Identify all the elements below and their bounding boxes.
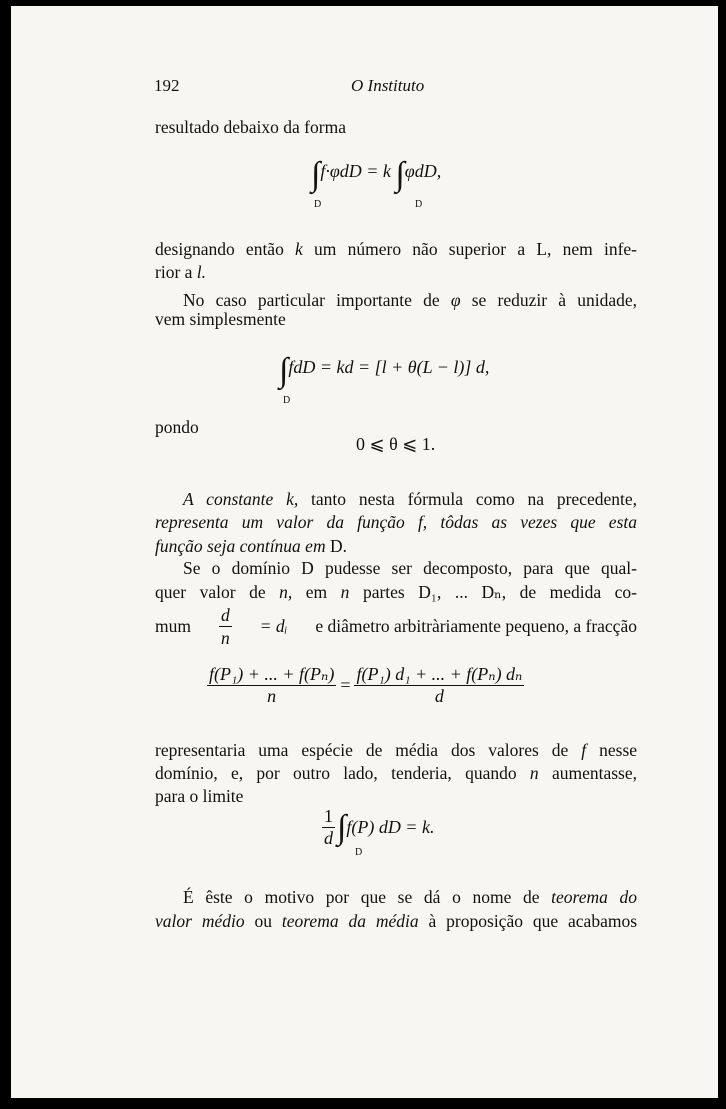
equation-3: 0 ⩽ θ ⩽ 1. — [356, 434, 436, 454]
text-line-4: No caso particular importante de φ se reduzir à unidade, — [183, 290, 638, 310]
text-line-15: para o limite — [155, 786, 244, 806]
equation-2-subscript: D — [283, 395, 291, 406]
equation-5-subscript: D — [355, 847, 363, 858]
text-line-5: vem simplesmente — [155, 309, 286, 329]
text-line-14: domínio, e, por outro lado, tenderia, quando n aumentasse, — [155, 763, 638, 783]
equation-1-subscript-left: D — [314, 199, 322, 210]
text-line-10: Se o domínio D pudesse ser decomposto, para que qual- — [183, 558, 637, 578]
text-line-17: valor médio ou teorema da média à proposição que acabamos — [155, 911, 638, 931]
text-line-13: representaria uma espécie de média dos valores de f nesse — [155, 740, 638, 760]
text-line-8: representa um valor da função f, tôdas as vezes que esta — [155, 512, 637, 532]
text-line-9: função seja contínua em D. — [155, 536, 347, 556]
book-page — [11, 6, 718, 1098]
text-line-2: designando então k um número não superior a L, nem infe- — [155, 239, 637, 259]
page-number: 192 — [154, 76, 180, 95]
text-line-11: quer valor de n, em n partes D₁, ... Dₙ, de medida co- — [155, 582, 638, 602]
text-line-7: A constante k, tanto nesta fórmula como na precedente, — [183, 489, 637, 509]
equation-2: ∫fdD = kd = [l + θ(L − l)] d, — [279, 352, 490, 389]
text-line-16: É êste o motivo por que se dá o nome de teorema do — [183, 887, 638, 907]
text-line-3: rior a l. — [155, 262, 207, 282]
text-line-1: resultado debaixo da forma — [155, 117, 346, 137]
text-line-6: pondo — [155, 417, 199, 437]
fraction-d-over-n: $\frac{d}{n}$ — [220, 604, 230, 648]
equation-4: $\frac{\text{f(P₁) + ... + f(Pₙ)}}{n}$ = $\frac{\text{f(P₁) d₁ + ... + f(Pₙ) dₙ}}{d}$ — [209, 664, 523, 706]
text-line-12: mum $\frac{d}{n}$ = dᵢ e diâmetro arbitràriamente pequeno, a fracção — [155, 604, 637, 648]
running-title: O Instituto — [351, 76, 425, 95]
equation-1-subscript-right: D — [415, 199, 423, 210]
equation-5: $\frac{1}{d}$ ∫ f(P) dD = k. — [324, 806, 435, 848]
equation-1: ∫f·φdD = k ∫φdD, — [311, 156, 442, 193]
